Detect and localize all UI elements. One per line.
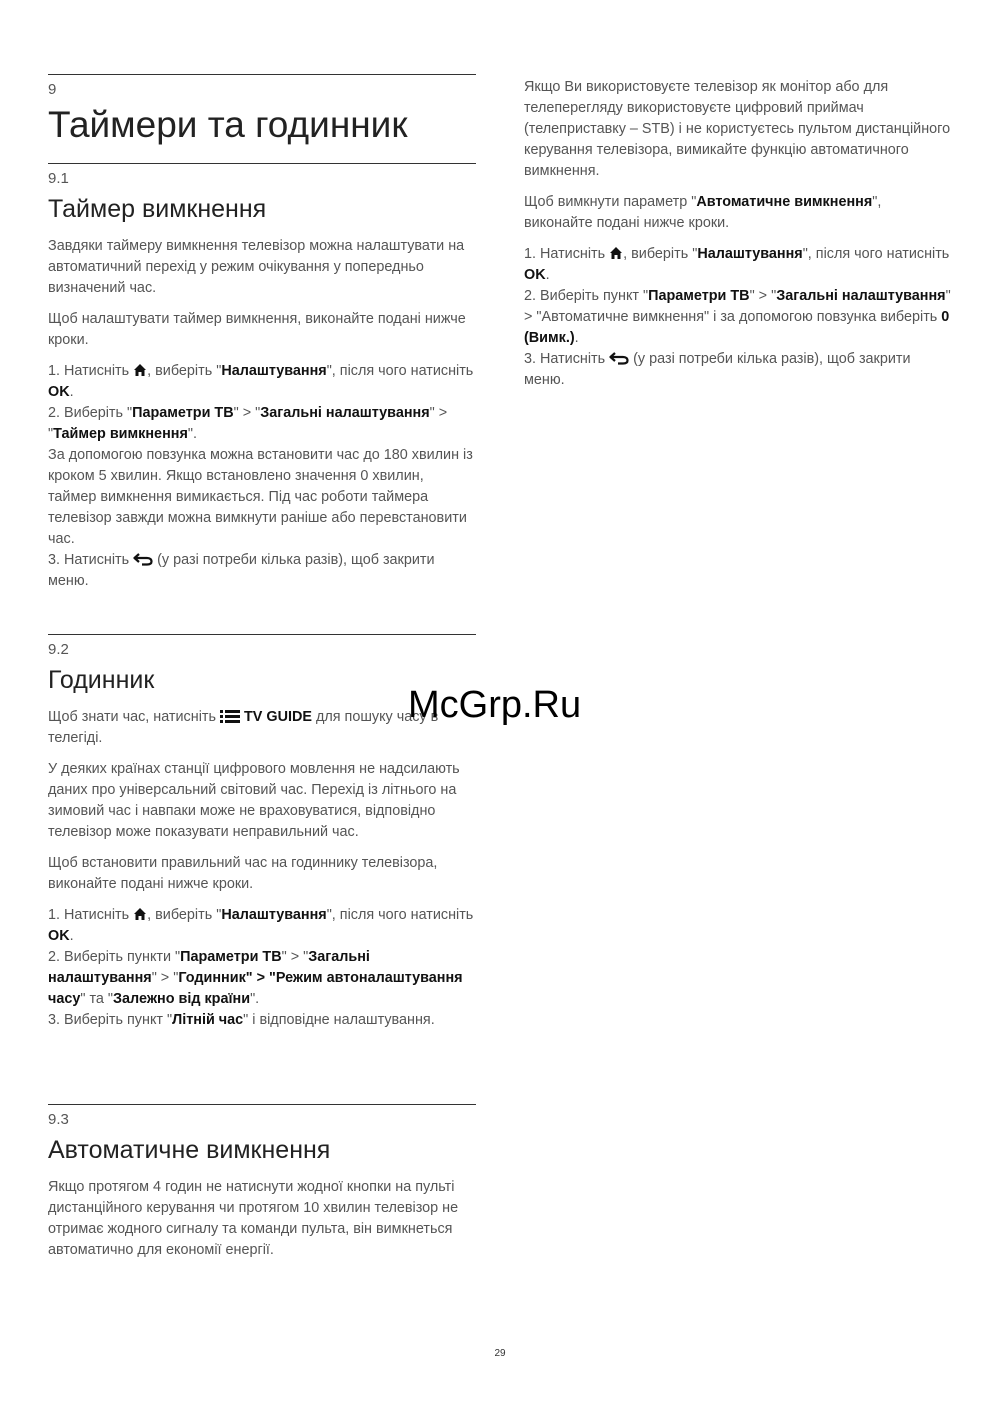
paragraph: Щоб знати час, натисніть TV GUIDE для пошуку часу в телегіді.	[48, 709, 439, 746]
chapter-title: Таймери та годинник	[48, 104, 408, 145]
section-title: Автоматичне вимкнення	[48, 1136, 331, 1164]
watermark: McGrp.Ru	[408, 684, 582, 726]
page-number: 29	[494, 1348, 506, 1359]
section-rule	[48, 634, 476, 635]
paragraph: Щоб вимкнути параметр "Автоматичне вимкнення", виконайте подані нижче кроки.	[524, 194, 882, 231]
back-icon	[133, 552, 153, 566]
section-number: 9.3	[48, 1111, 69, 1128]
back-icon	[609, 351, 629, 365]
section-number: 9.1	[48, 170, 69, 187]
section-title: Годинник	[48, 666, 155, 694]
chapter-number: 9	[48, 81, 57, 98]
paragraph: Щоб налаштувати таймер вимкнення, виконайте подані нижче кроки.	[48, 311, 466, 348]
steps: 1. Натисніть , виберіть "Налаштування", після чого натисніть OK. 2. Виберіть пункти "Параметри ТВ" > "Загальні налаштування" > "Годинник" > "Режим автоналаштування часу" та "Залежно від країни". 3. Виберіть пункт "Літній час" і відповідне налаштування.	[48, 907, 474, 1028]
chapter-header	[48, 74, 476, 157]
chapter-rule	[48, 74, 476, 75]
section-9-3	[48, 1104, 476, 1271]
section-title: Таймер вимкнення	[48, 195, 267, 223]
tv-guide-icon	[220, 710, 240, 723]
section-9-3-continued	[524, 77, 952, 401]
paragraph: Якщо протягом 4 годин не натиснути жодної кнопки на пульті дистанційного керування чи протягом 10 хвилин телевізор не отримає жодного сигналу та команди пульта, він вимкнеться автоматично для економії енергії.	[48, 1179, 459, 1258]
paragraph: Якщо Ви використовуєте телевізор як монітор або для телеперегляду використовуєте цифровий приймач (телеприставку – STB) і не користуєтесь пультом дистанційного керування телевізора, вимикайте функцію автоматичного вимкнення.	[524, 79, 951, 179]
paragraph: Щоб встановити правильний час на годиннику телевізора, виконайте подані нижче кроки.	[48, 855, 438, 892]
home-icon	[609, 246, 623, 260]
paragraph: У деяких країнах станції цифрового мовлення не надсилають даних про універсальний світовий час. Перехід із літнього на зимовий час і навпаки може не враховуватися, відповідно телевізор може показувати неправильний час.	[48, 761, 460, 840]
section-number: 9.2	[48, 641, 69, 658]
home-icon	[133, 363, 147, 377]
steps: 1. Натисніть , виберіть "Налаштування", після чого натисніть OK. 2. Виберіть "Параметри ТВ" > "Загальні налаштування" > "Таймер вимкнення". За допомогою повзунка можна встановити час до 180 хвилин із кроком 5 хвилин. Якщо встановлено значення 0 хвилин, таймер вимкнення вимикається. Під час роботи таймера телевізор завжди можна вимкнути раніше або перевстановити час. 3. Натисніть (у разі потреби кілька разів), щоб закрити меню.	[48, 363, 474, 589]
section-rule	[48, 1104, 476, 1105]
section-rule	[48, 163, 476, 164]
paragraph: Завдяки таймеру вимкнення телевізор можна налаштувати на автоматичний перехід у режим очікування у попередньо визначений час.	[48, 238, 465, 296]
steps: 1. Натисніть , виберіть "Налаштування", після чого натисніть OK. 2. Виберіть пункт "Параметри ТВ" > "Загальні налаштування" > "Автоматичне вимкнення" і за допомогою повзунка виберіть 0 (Вимк.). 3. Натисніть (у разі потреби кілька разів), щоб закрити меню.	[524, 246, 951, 388]
home-icon	[133, 907, 147, 921]
section-9-1	[48, 163, 476, 592]
